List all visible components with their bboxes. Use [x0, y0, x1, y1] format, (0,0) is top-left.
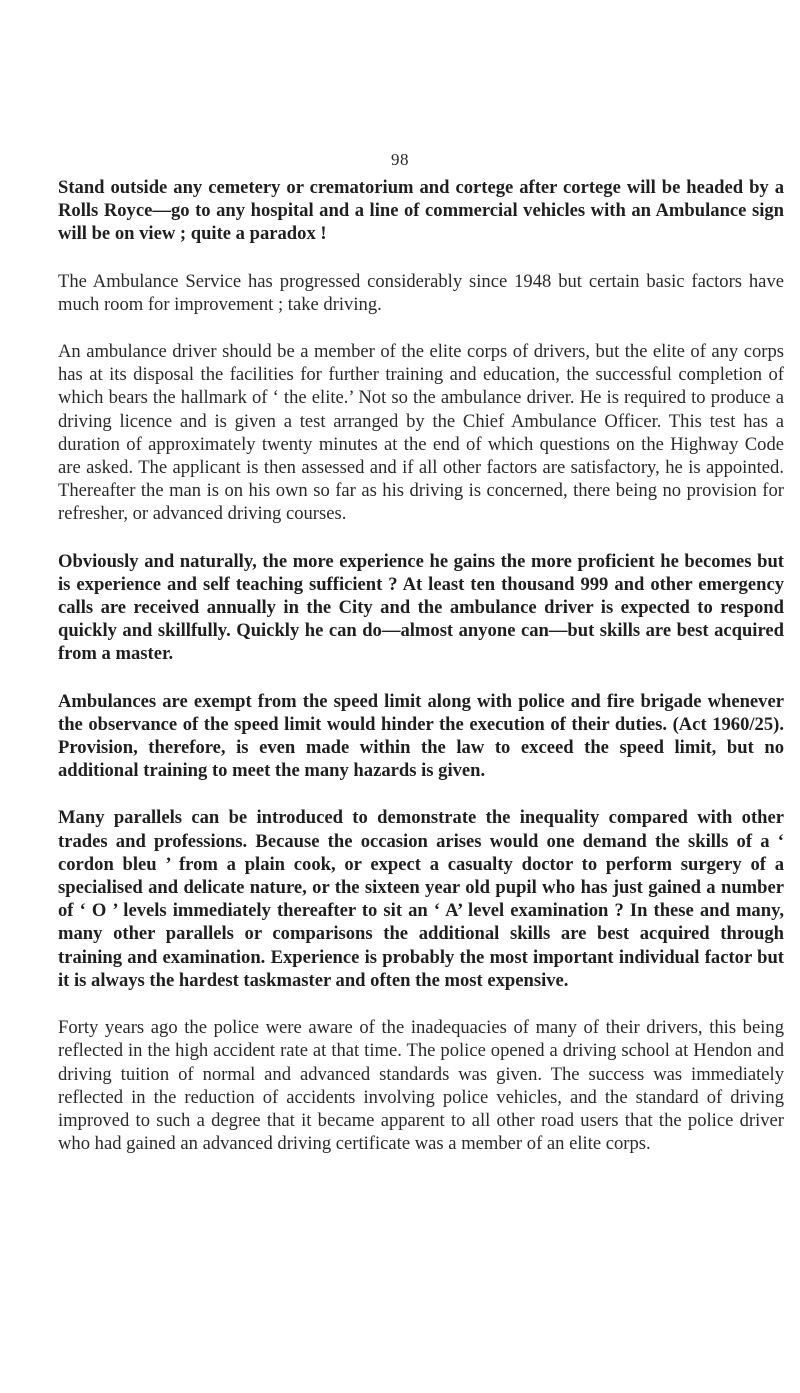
paragraph-experience: Obviously and naturally, the more experience he gains the more proficient he becomes but is experience and self teaching sufficient ? At least ten thousand 999 and other emergency calls are received annually in the City and the ambulance driver is expected to respond quickly and skillfully. Quickly he can do—almost anyone can—but skills are best acquired from a master.: [58, 550, 784, 665]
paragraph-service-progress: The Ambulance Service has progressed considerably since 1948 but certain basic factors have much room for improvement ; take driving.: [58, 270, 784, 315]
paragraph-elite-corps: An ambulance driver should be a member of the elite corps of drivers, but the elite of any corps has at its disposal the facilities for further training and education, the successful completion of which bears the hallmark of ‘ the elite.’ Not so the ambulance driver. He is required to produce a driving licence and is given a test arranged by the Chief Ambulance Officer. This test has a duration of approximately twenty minutes at the end of which questions on the Highway Code are asked. The applicant is then assessed and if all other factors are satisfactory, he is appointed. Thereafter the man is on his own so far as his driving is concerned, there being no provision for refresher, or advanced driving courses.: [58, 341, 784, 525]
paragraph-cemetery: Stand outside any cemetery or crematorium and cortege after cortege will be headed by a Rolls Royce—go to any hospital and a line of commercial vehicles with an Ambulance sign will be on view ; quite a paradox !: [58, 177, 784, 245]
page-number: 98: [391, 150, 409, 169]
paragraph-parallels: Many parallels can be introduced to demonstrate the inequality compared with other trades and professions. Because the occasion arises would one demand the skills of a ‘ cordon bleu ’ from a plain cook, or expect a casualty doctor to perform surgery of a specialised and delicate nature, or the sixteen year old pupil who has just gained a number of ‘ O ’ levels immediately thereafter to sit an ‘ A’ level examination ? In these and many, many other parallels or comparisons the additional skills are best acquired through training and examination. Experience is probably the most important individual factor but it is always the hardest taskmaster and often the most expensive.: [58, 807, 784, 991]
document-body: [58, 176, 784, 1179]
paragraph-speed-limit: Ambulances are exempt from the speed limit along with police and fire brigade whenever the observance of the speed limit would hinder the execution of their duties. (Act 1960/25). Provision, therefore, is even made within the law to exceed the speed limit, but no additional training to meet the many hazards is given.: [58, 690, 784, 782]
paragraph-police-hendon: Forty years ago the police were aware of the inadequacies of many of their drivers, this being reflected in the high accident rate at that time. The police opened a driving school at Hendon and driving tuition of normal and advanced standards was given. The success was immediately reflected in the reduction of accidents involving police vehicles, and the standard of driving improved to such a degree that it became apparent to all other road users that the police driver who had gained an advanced driving certificate was a member of an elite corps.: [58, 1017, 784, 1155]
